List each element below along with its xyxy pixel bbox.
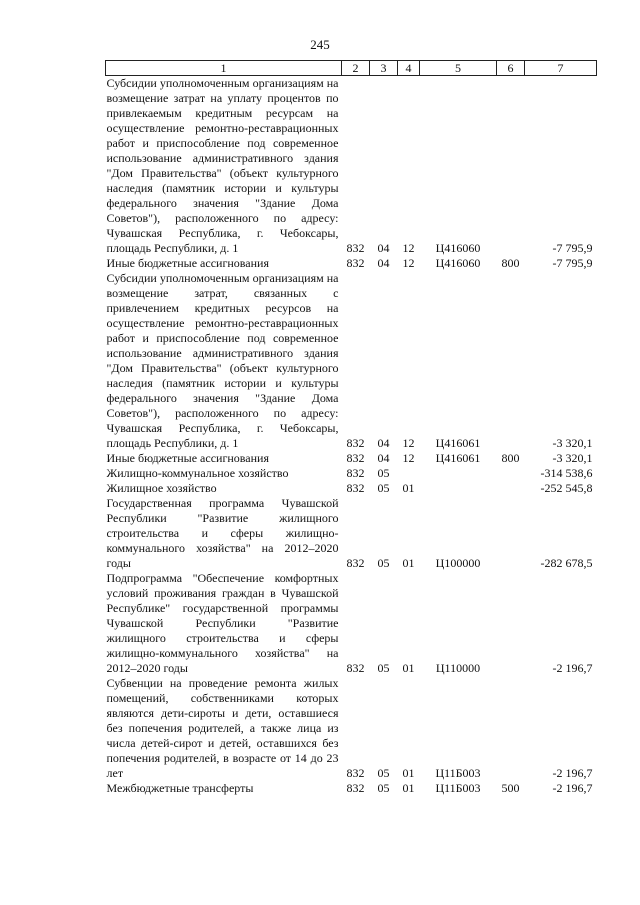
row-csr: Ц110000 (435, 661, 481, 675)
row-pr: 01 (402, 661, 415, 675)
header-col-2: 2 (342, 61, 370, 76)
row-vr (497, 496, 525, 571)
row-pr: 12 (402, 451, 415, 465)
row-vr: 500 (501, 781, 520, 795)
row-grbs: 832 (346, 781, 365, 795)
row-name: Жилищное хозяйство (106, 481, 217, 495)
page-number: 245 (310, 37, 330, 52)
row-csr: Ц416061 (435, 451, 481, 465)
row-sum: -2 196,7 (552, 781, 593, 795)
header-col-3: 3 (370, 61, 398, 76)
row-pr: 12 (402, 256, 415, 270)
table-row (106, 256, 597, 271)
row-grbs: 832 (346, 481, 365, 495)
row-rz: 05 (377, 481, 390, 495)
row-rz: 04 (377, 241, 390, 255)
row-name: Субсидии уполномоченным организациям на возмещение затрат, связанных с привлечением кредитных ресурсов на осуществление ремонтно-реставрационных работ и приспособление под современное использование административного здания "Дом Правительства" (объект культурного наследия (памятник истории и культуры федерального значения "Здание Дома Советов"), расположенного по адресу: Чувашская Республика, г. Чебоксары, площадь Республики, д. 1 (106, 271, 339, 450)
row-pr: 01 (402, 556, 415, 570)
row-grbs: 832 (346, 436, 365, 450)
row-rz: 05 (377, 556, 390, 570)
row-sum: -7 795,9 (552, 256, 593, 270)
row-csr (420, 481, 497, 496)
row-grbs: 832 (346, 556, 365, 570)
row-pr: 12 (402, 241, 415, 255)
row-grbs: 832 (346, 766, 365, 780)
row-vr: 800 (501, 256, 520, 270)
row-sum: -3 320,1 (552, 436, 593, 450)
row-rz: 05 (377, 781, 390, 795)
row-pr: 01 (402, 781, 415, 795)
table-row (106, 451, 597, 466)
header-col-1: 1 (106, 61, 342, 76)
table-row (106, 466, 597, 481)
row-sum: -3 320,1 (552, 451, 593, 465)
row-name: Субсидии уполномоченным организациям на возмещение затрат на уплату процентов по привлекаемым кредитным ресурсам на осуществление ремонтно-реставрационных работ и приспособление под современное использование административного здания "Дом Правительства" (объект культурного наследия (памятник истории и культуры федерального значения "Здание Дома Советов"), расположенного по адресу: Чувашская Республика, г. Чебоксары, площадь Республики, д. 1 (106, 76, 339, 255)
header-row (106, 61, 597, 76)
row-sum: -2 196,7 (552, 766, 593, 780)
row-rz: 05 (377, 661, 390, 675)
row-vr: 800 (501, 451, 520, 465)
row-rz: 05 (377, 766, 390, 780)
row-vr (497, 676, 525, 781)
header-col-4: 4 (398, 61, 420, 76)
row-grbs: 832 (346, 451, 365, 465)
row-vr (497, 466, 525, 481)
table-row (106, 676, 597, 781)
row-grbs: 832 (346, 256, 365, 270)
table-row (106, 571, 597, 676)
row-sum: -7 795,9 (552, 241, 593, 255)
row-name: Государственная программа Чувашской Республики "Развитие жилищного строительства и сферы жилищно-коммунального хозяйства" на 2012–2020 годы (106, 496, 339, 570)
row-csr: Ц100000 (435, 556, 481, 570)
row-name: Жилищно-коммунальное хозяйство (106, 466, 289, 480)
row-vr (497, 76, 525, 257)
row-vr (497, 571, 525, 676)
row-rz: 04 (377, 451, 390, 465)
row-csr: Ц11Б003 (435, 766, 481, 780)
row-grbs: 832 (346, 241, 365, 255)
row-csr: Ц416061 (435, 436, 481, 450)
budget-table (105, 60, 597, 796)
header-col-7: 7 (525, 61, 597, 76)
row-csr (420, 466, 497, 481)
row-sum: -282 678,5 (540, 556, 593, 570)
row-vr (497, 481, 525, 496)
row-rz: 05 (377, 466, 390, 480)
row-pr (398, 466, 420, 481)
header-col-6: 6 (497, 61, 525, 76)
row-sum: -2 196,7 (552, 661, 593, 675)
table-row (106, 76, 597, 257)
table-row (106, 496, 597, 571)
header-col-5: 5 (420, 61, 497, 76)
row-csr: Ц416060 (435, 241, 481, 255)
row-pr: 01 (402, 481, 415, 495)
row-name: Субвенции на проведение ремонта жилых помещений, собственниками которых являются дети-сироты и дети, оставшиеся без попечения родителей, а также лица из числа детей-сирот и детей, оставшихся без попечения родителей, в возрасте от 14 до 23 лет (106, 676, 339, 780)
row-rz: 04 (377, 256, 390, 270)
row-name: Межбюджетные трансферты (106, 781, 254, 795)
table-row (106, 481, 597, 496)
row-csr: Ц416060 (435, 256, 481, 270)
table-row (106, 781, 597, 796)
row-name: Иные бюджетные ассигнования (106, 451, 269, 465)
row-name: Иные бюджетные ассигнования (106, 256, 269, 270)
row-grbs: 832 (346, 466, 365, 480)
row-pr: 01 (402, 766, 415, 780)
row-grbs: 832 (346, 661, 365, 675)
row-rz: 04 (377, 436, 390, 450)
row-name: Подпрограмма "Обеспечение комфортных условий проживания граждан в Чувашской Республике" государственной программы Чувашской Республики "Развитие жилищного строительства и сферы жилищно-коммунального хозяйства" на 2012–2020 годы (106, 571, 339, 675)
row-sum: -252 545,8 (540, 481, 593, 495)
row-pr: 12 (402, 436, 415, 450)
row-csr: Ц11Б003 (435, 781, 481, 795)
row-vr (497, 271, 525, 451)
table-row (106, 271, 597, 451)
row-sum: -314 538,6 (540, 466, 593, 480)
